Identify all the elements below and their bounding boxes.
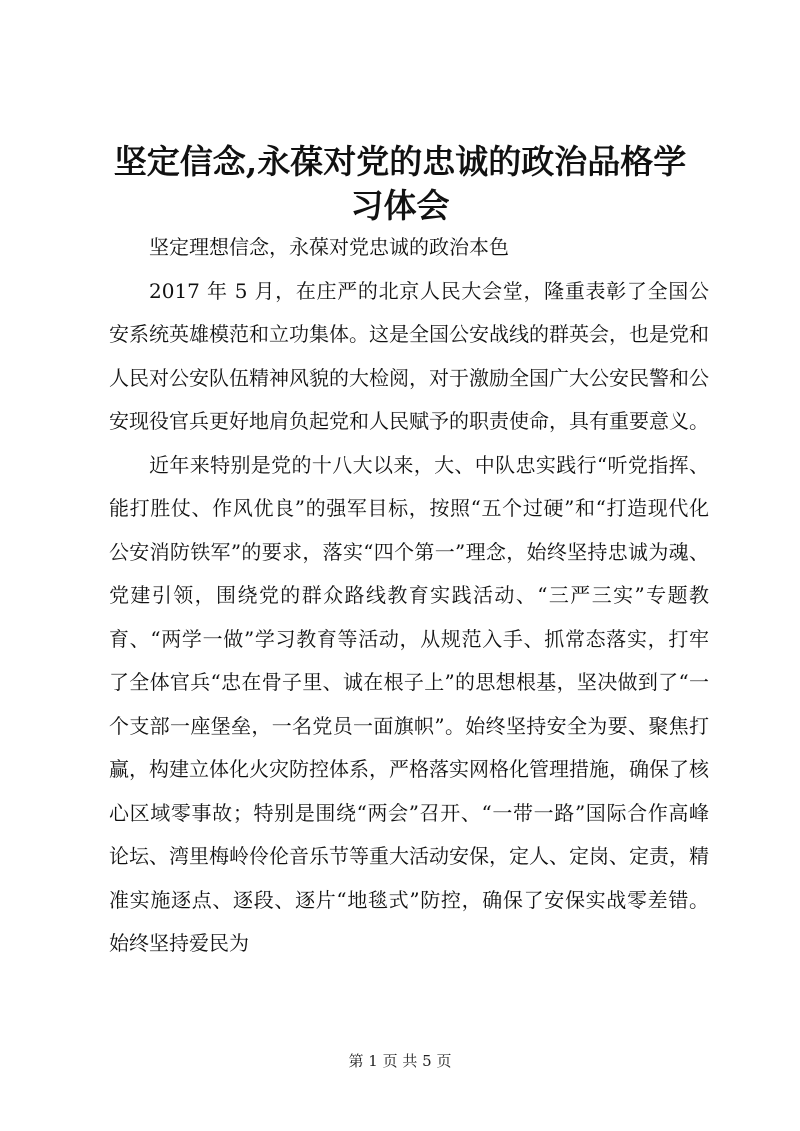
document-subtitle: 坚定理想信念，永葆对党忠诚的政治本色 [149,235,509,259]
document-title: 坚定信念,永葆对党的忠诚的政治品格学习体会 [113,142,687,225]
paragraph-2: 近年来特别是党的十八大以来，大、中队忠实践行“听党指挥、能打胜仗、作风优良”的强军目标，按照“五个过硬”和“打造现代化公安消防铁军”的要求，落实“四个第一”理念，始终坚持忠诚为魂、党建引领，围绕党的群众路线教育实践活动、“三严三实”专题教育、“两学一做”学习教育等活动，从规范入手、抓常态落实，打牢了全体官兵“忠在骨子里、诚在根子上”的思想根基，坚决做到了“一个支部一座堡垒，一名党员一面旗帜”。始终坚持安全为要、聚焦打赢，构建立体化火灾防控体系，严格落实网格化管理措施，确保了核心区域零事故；特别是围绕“两会”召开、“一带一路”国际合作高峰论坛、湾里梅岭伶伦音乐节等重大活动安保，定人、定岗、定责，精准实施逐点、逐段、逐片“地毯式”防控，确保了安保实战零差错。始终坚持爱民为 [109,452,709,955]
page-footer: 第 1 页 共 5 页 [348,1052,452,1070]
paragraph-1: 2017 年 5 月，在庄严的北京人民大会堂，隆重表彰了全国公安系统英雄模范和立功集体。这是全国公安战线的群英会，也是党和人民对公安队伍精神风貌的大检阅，对于激励全国广大公安民警和公安现役官兵更好地肩负起党和人民赋予的职责使命，具有重要意义。 [109,278,709,433]
document-body [109,226,709,966]
